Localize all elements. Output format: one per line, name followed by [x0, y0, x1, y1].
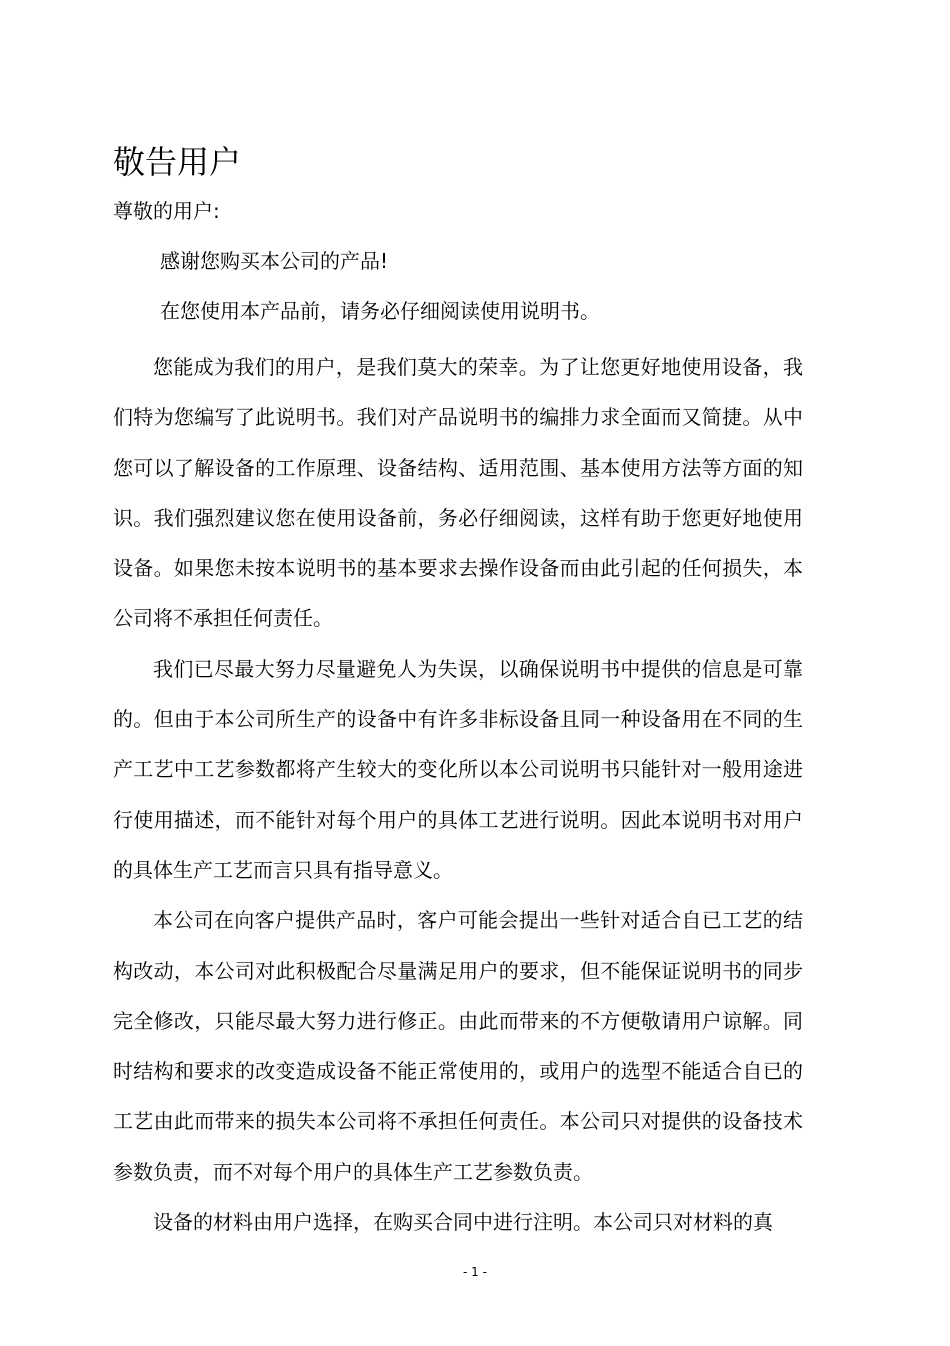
body-text: [113, 342, 803, 1247]
paragraph-accuracy: 我们已尽最大努力尽量避免人为失误，以确保说明书中提供的信息是可靠的。但由于本公司所生产的设备中有许多非标设备且同一种设备用在不同的生产工艺中工艺参数都将产生较大的变化所以本公司说明书只能针对一般用途进行使用描述，而不能针对每个用户的具体工艺进行说明。因此本说明书对用户的具体生产工艺而言只具有指导意义。: [113, 656, 803, 882]
page-title: 敬告用户: [113, 143, 242, 181]
paragraph-honor: 您能成为我们的用户，是我们莫大的荣幸。为了让您更好地使用设备，我们特为您编写了此说明书。我们对产品说明书的编排力求全面而又简捷。从中您可以了解设备的工作原理、设备结构、适用范围、基本使用方法等方面的知识。我们强烈建议您在使用设备前，务必仔细阅读，这样有助于您更好地使用设备。如果您未按本说明书的基本要求去操作设备而由此引起的任何损失，本公司将不承担任何责任。: [113, 355, 803, 631]
salutation: 尊敬的用户:: [113, 199, 220, 223]
page-number: - 1 -: [463, 1265, 487, 1279]
paragraph-materials: 设备的材料由用户选择，在购买合同中进行注明。本公司只对材料的真: [153, 1210, 773, 1235]
paragraph-modifications: 本公司在向客户提供产品时，客户可能会提出一些针对适合自已工艺的结构改动，本公司对此积极配合尽量满足用户的要求，但不能保证说明书的同步完全修改，只能尽最大努力进行修正。由此而带来的不方便敬请用户谅解。同时结构和要求的改变造成设备不能正常使用的，或用户的选型不能适合自已的工艺由此而带来的损失本公司将不承担任何责任。本公司只对提供的设备技术参数负责，而不对每个用户的具体生产工艺参数负责。: [113, 908, 803, 1184]
read-manual-line: 在您使用本产品前，请务必仔细阅读使用说明书。: [160, 299, 600, 323]
thanks-line: 感谢您购买本公司的产品!: [160, 249, 389, 273]
